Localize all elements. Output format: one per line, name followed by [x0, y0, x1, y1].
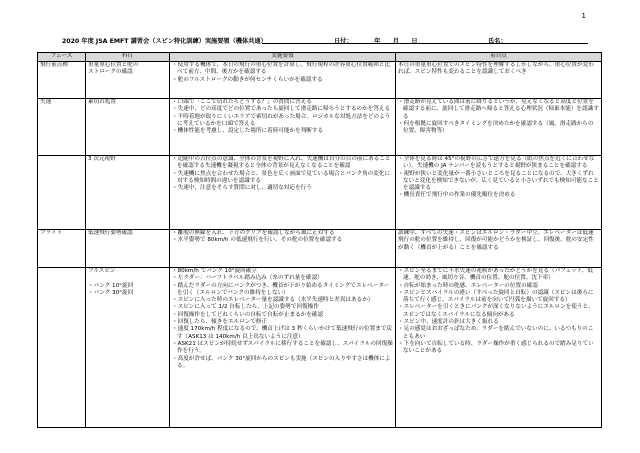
procedure-cell: ・追随中の占位点の意識、全体の背景を視野に入れ、失速機は自分の目の前にあることを確認する失速機を凝視すると全体の背景が見えなくなることを確認 ・失速機に焦点を合わせた場合と、景色を広く画面で見ている場合とバンク角の変化に対する検知時間の違いを認識する ・失速中、注意をそらす質問に対し、適切な対応を行う: [170, 156, 396, 230]
procedure-cell: ・口頭で「ここで切れたらどうする？」の質問に答える ・失速中、どの高度でどの位置であったら旋回して滑走路に帰ろうとするのかを答える ・不時着地が取りにくいエリアで索切れがあった場合、ロジカルな対処方法をどのように考えているかを口頭で答える ・機体性能を考慮し、設定した場所に着陸可能かを判断する: [170, 99, 396, 156]
focus-cell: 訓練中、すべての失速・スピンはエルロン・ラダー中立、エレベーターは低速飛行の舵の位置を維持し、回復が可能かどうかを検証し、回復後、舵の安定性が動く（機首が上がる）ことを確認する: [396, 230, 602, 268]
subject-cell: フルスピン ・バンク 10°旋回 ・バンク 30°旋回: [86, 268, 170, 428]
date-label: 日付： 年 月 日: [334, 38, 418, 45]
procedure-cell: ・80km/h でバンク 10°旋回確立 ・左ラダー：ハーフトラベル踏み込み（糸のずれ量を確認） ・踏んだラダーの方向にバンクがつき、機首が下がり始めるタイミングでエレベーターを引く（エルロンでバンクの維持をしない） ・スピンに入った時のエレベーター量を認識する（水平失速時と差異はあるか） ・スピンに入って 1/2 自転したら、上記の姿勢で回復操作 ・回復操作をしてどれくらいの自転で自転が止まるかを確認 ・回復したら、傾きをエルロンで修正 ・速度 170km/h 程度になるので、機首上げは 3 秒くらいかけて低速飛行の位置まで戻す（ASK13 は 140km/h 以上出ないように注意） ・ASK21 はスピンが持続せずスパイラルに移行することを確認し、スパイラルの回復操作を行う。 ・高度が許せば、バンク 30°旋回からのスピンも実施（スピンの入りやすさは機体による。: [170, 268, 396, 428]
training-table: [37, 52, 602, 428]
subject-cell: 低速飛行姿勢確認: [86, 230, 170, 268]
header-underline: [262, 43, 588, 44]
header-subject: 科目: [86, 53, 170, 62]
subject-cell: 素切れ処置: [86, 99, 170, 156]
name-label: 氏名：: [488, 38, 507, 45]
table-row: [38, 156, 602, 230]
document-title: 2020 年度 JSA EMFT 講習会（スピン特化訓練）実施要領（機体共通）: [62, 38, 267, 45]
focus-cell: ・滑走路が見えている間は前に降りるというが、見えなくなると高度と位置を確認する前に、旋回して滑走路へ帰ると答える心理状況（帰巣本能）を認識する ・何を根拠に旋回すべきタイミングを決めたかを確認する（風、滑走路からの位置、障害物等）: [396, 99, 602, 156]
procedure-cell: ・離脱の無線を入れ、下方のクリアを確認しながら風に正対する ・水平姿勢で 80km/h の低速飛行を行い、その舵の位置を確認する: [170, 230, 396, 268]
phase-cell: 失速: [38, 99, 86, 156]
table-header-row: [38, 53, 602, 62]
phase-cell: [38, 268, 86, 428]
phase-cell: フライト: [38, 230, 86, 268]
phase-cell: 飛行前点検: [38, 62, 86, 99]
subject-cell: 重量重心位置と舵の ストロークの確認: [86, 62, 170, 99]
focus-cell: ・全体を見る時は 45°の視野の広さで遠方を見る（眼の焦点を近くに合わせない）。失速機の JA ナンバーを読もうとすると視野が狭まることを確認する ・視野が狭いと変化量が一番小さいところを見ることになるので、大きくずれないと変化を検知できないが、広く見ていると小さいずれでも検知可能なことを認識する ・機長責任で飛行中の作業の優先順位を決める: [396, 156, 602, 230]
table-row: [38, 268, 602, 428]
phase-cell: [38, 156, 86, 230]
table-row: [38, 99, 602, 156]
subject-cell: 3 次元視野: [86, 156, 170, 230]
table-row: [38, 230, 602, 268]
header-focus: 着目点: [396, 53, 602, 62]
focus-cell: 本日の重量重心位置でのスピン特性を理解するしかしながら、重心位置が変われば、スピン特性も変わることを認識しておくべき: [396, 62, 602, 99]
table-row: [38, 62, 602, 99]
procedure-cell: ・使用する機体で、本日の飛行の重心位置を計算し、飛行規程の許容重心位置範囲と比べて前方、中間、後方かを確認する ・舵のフルストロークの動きが何センチくらいかを確認する: [170, 62, 396, 99]
header-phase: フェーズ: [38, 53, 86, 62]
page-number: 1: [581, 12, 586, 20]
focus-cell: ・スピン至るまでに不水失速の兆候があったかどうかを見る（バフェット、低速、舵の効き、風切り音、機首の位置、舵の位置、沈下率） ・自転が始まった時の舵感、エレベーターの位置の確認 ・スピンとスパイラルの違い（すべった旋回と自転）の認識（スピンは後ろに落ちて行く感じ、スパイラルは前を向いて円弧を描いて旋回する） ・エレベーターを引くときにバンクが深くなりないようにエルロンを使うと、スピンではなくスパイラルになる傾向がある ・スピン中、速度計の針は大きく振れる ・足の感覚はおおざっぱなため、ラダーを踏んでいないのに、いるつもりのこともあい ・下を向いて自転している時、ラダー操作が重く感じられるので踏み足りていないことがある: [396, 268, 602, 428]
header-procedure: 実施要領: [170, 53, 396, 62]
